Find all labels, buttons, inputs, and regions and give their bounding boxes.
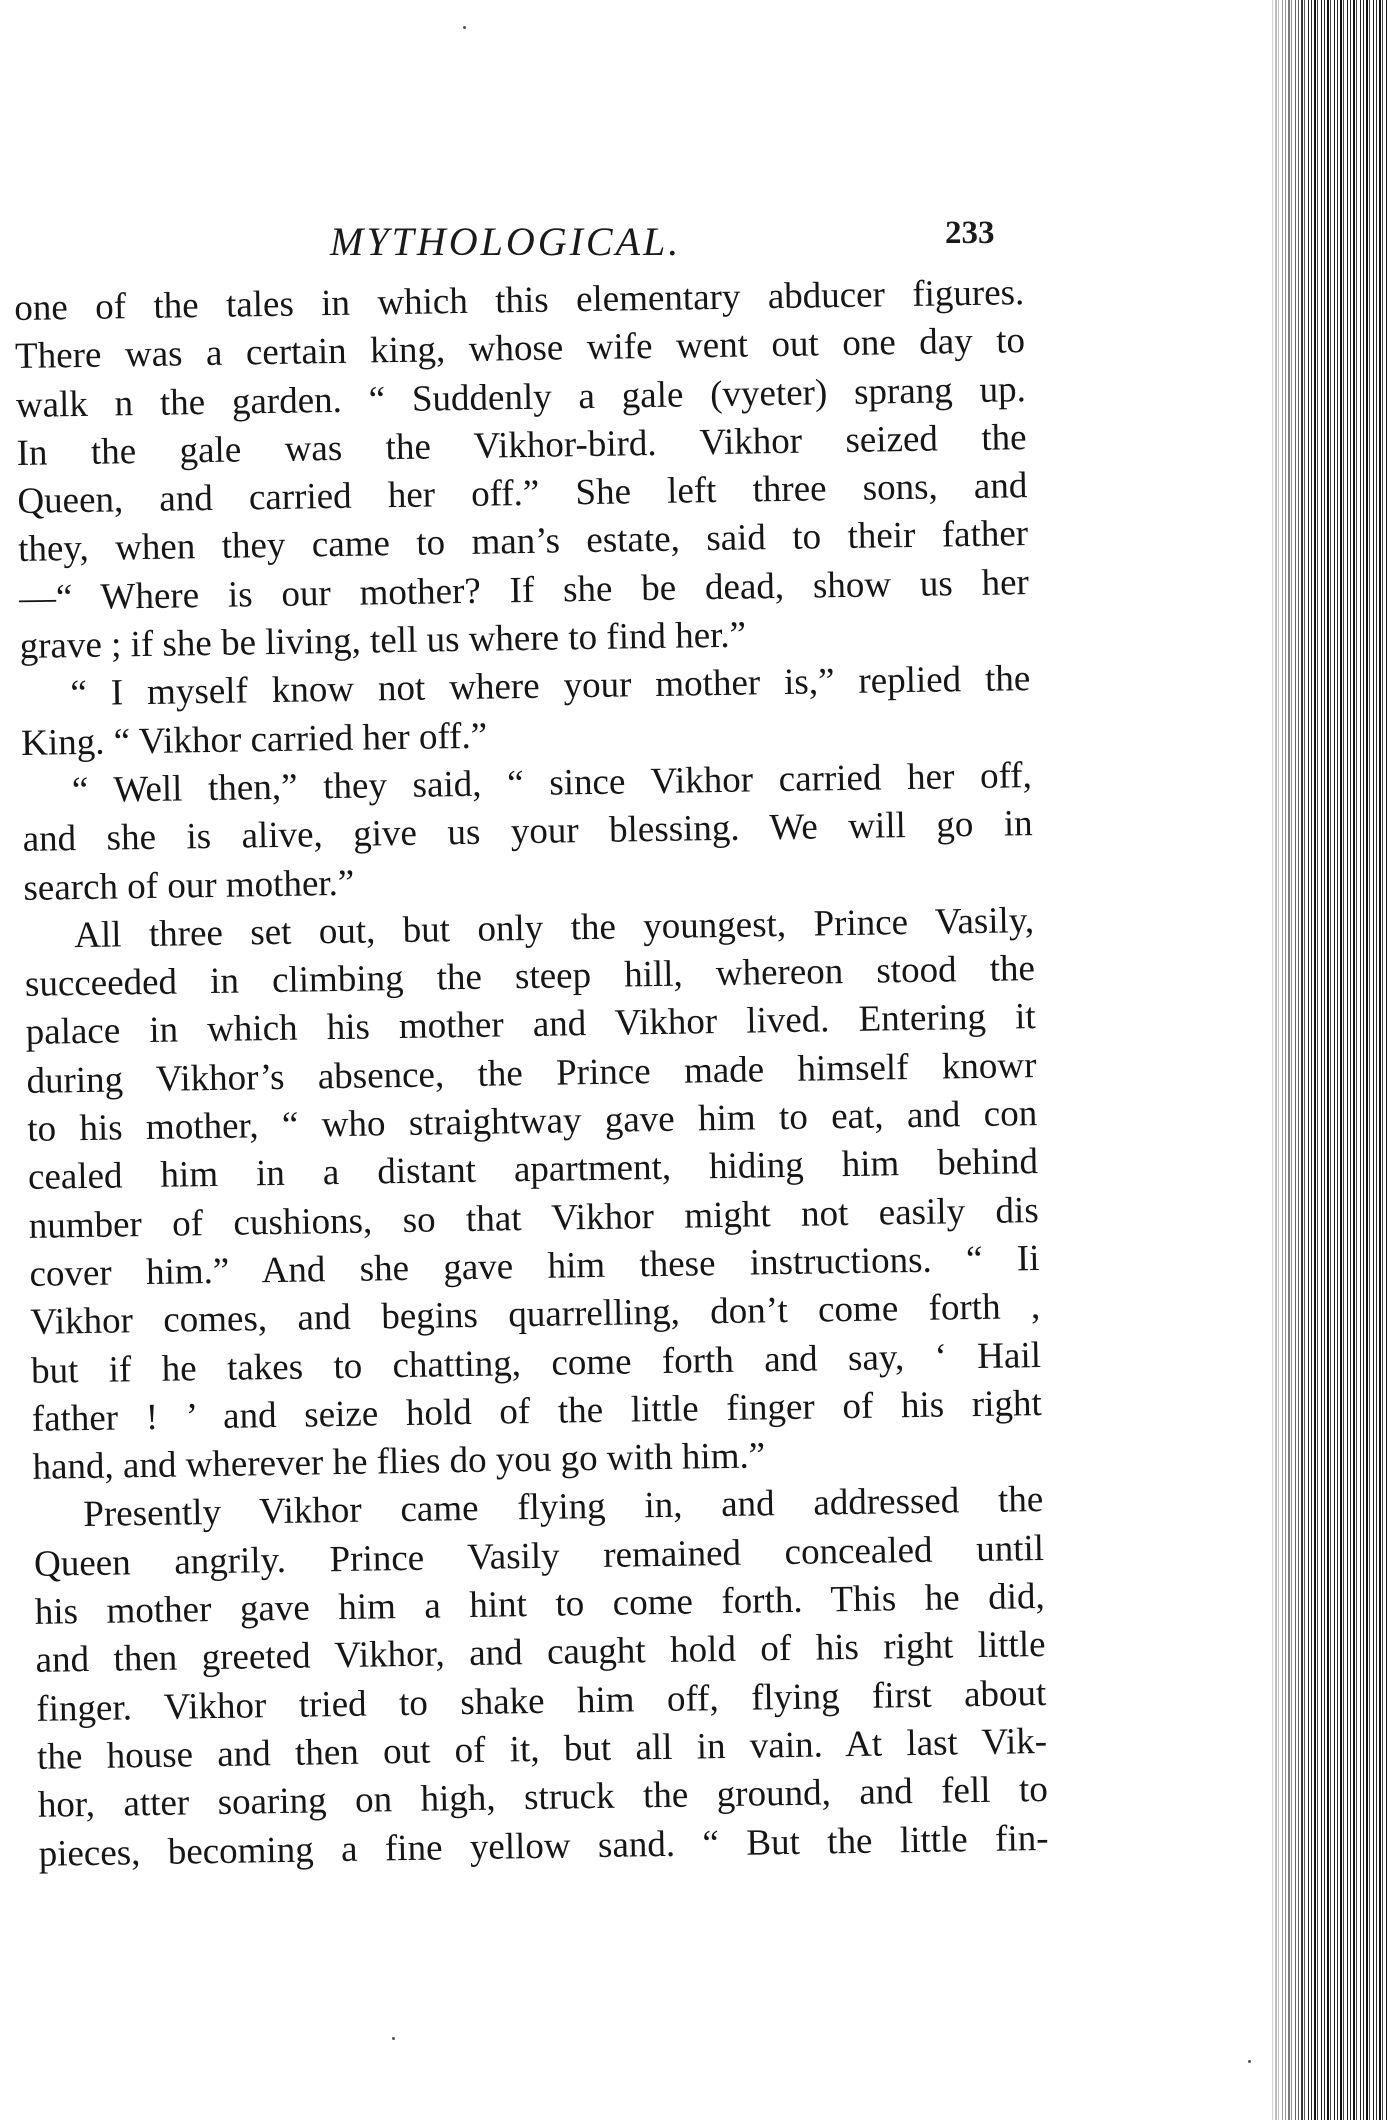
text-line: Queen, and carried her off.” She left three sons, and bbox=[17, 465, 1028, 523]
text-line: to his mother, “ who straightway gave him to eat, and con bbox=[26, 1093, 1038, 1150]
text-line: grave ; if she be living, tell us where to find her.” bbox=[19, 614, 747, 668]
text-line: hand, and wherever he flies do you go with him.” bbox=[32, 1435, 766, 1488]
text-line: but if he takes to chatting, come forth and say, ‘ Hail bbox=[30, 1334, 1042, 1392]
paragraph bbox=[20, 655, 1031, 767]
text-line: one of the tales in which this elementary abducer figures. bbox=[14, 272, 1025, 329]
paragraph bbox=[22, 752, 1034, 913]
text-line: King. “ Vikhor carried her off.” bbox=[20, 715, 488, 764]
text-line: pieces, becoming a fine yellow sand. “ But the little fin- bbox=[38, 1817, 1049, 1875]
text-line: hor, atter soaring on high, struck the ground, and fell to bbox=[37, 1769, 1049, 1827]
text-line: succeeded in climbing the steep hill, whereon stood the bbox=[24, 948, 1036, 1006]
paragraph bbox=[33, 1476, 1049, 1878]
book-page-edge-fade bbox=[1270, 0, 1310, 2120]
text-line: cover him.” And she gave him these instructions. “ Ii bbox=[29, 1237, 1040, 1295]
body-text bbox=[14, 269, 1049, 1878]
paragraph bbox=[24, 897, 1043, 1492]
text-line: and then greeted Vikhor, and caught hold of his right little bbox=[35, 1624, 1046, 1682]
text-line: his mother gave him a hint to come forth. This he did, bbox=[34, 1575, 1046, 1633]
text-line: father ! ’ and seize hold of the little finger of his right bbox=[31, 1382, 1043, 1440]
text-line: Presently Vikhor came flying in, and addressed the bbox=[83, 1479, 1044, 1536]
text-line: Vikhor comes, and begins quarrelling, don’t come forth , bbox=[29, 1286, 1041, 1344]
scan-speck bbox=[392, 2037, 395, 2040]
scan-speck bbox=[463, 26, 466, 29]
text-line: In the gale was the Vikhor-bird. Vikhor seized the bbox=[16, 417, 1027, 474]
text-line: and she is alive, give us your blessing. We will go in bbox=[22, 803, 1033, 861]
text-line: —“ Where is our mother? If she be dead, show us her bbox=[18, 561, 1030, 619]
paragraph bbox=[14, 269, 1030, 671]
running-head: MYTHOLOGICAL. bbox=[330, 219, 682, 264]
text-line: during Vikhor’s absence, the Prince made himself knowr bbox=[26, 1044, 1037, 1102]
text-line: Queen angrily. Prince Vasily remained concealed until bbox=[33, 1527, 1045, 1585]
text-line: walk n the garden. “ Suddenly a gale (vyeter) sprang up. bbox=[15, 368, 1027, 426]
text-line: search of our mother.” bbox=[23, 862, 355, 909]
scan-speck bbox=[1248, 2060, 1251, 2063]
text-line: number of cushions, so that Vikhor might not easily dis bbox=[28, 1189, 1039, 1247]
text-line: “ Well then,” they said, “ since Vikhor carried her off, bbox=[71, 755, 1033, 812]
text-line: There was a certain king, whose wife went out one day to bbox=[14, 320, 1026, 378]
text-line: palace in which his mother and Vikhor lived. Entering it bbox=[25, 996, 1036, 1054]
text-line: they, when they came to man’s estate, said to their father bbox=[17, 513, 1029, 571]
text-line: “ I myself know not where your mother is,” replied the bbox=[70, 658, 1031, 715]
text-line: finger. Vikhor tried to shake him off, flying first about bbox=[36, 1672, 1047, 1730]
text-line: All three set out, but only the youngest, Prince Vasily, bbox=[73, 899, 1035, 956]
text-line: the house and then out of it, but all in vain. At last Vik- bbox=[36, 1720, 1048, 1778]
text-line: cealed him in a distant apartment, hiding him behind bbox=[27, 1141, 1039, 1199]
page-number: 233 bbox=[945, 215, 995, 251]
